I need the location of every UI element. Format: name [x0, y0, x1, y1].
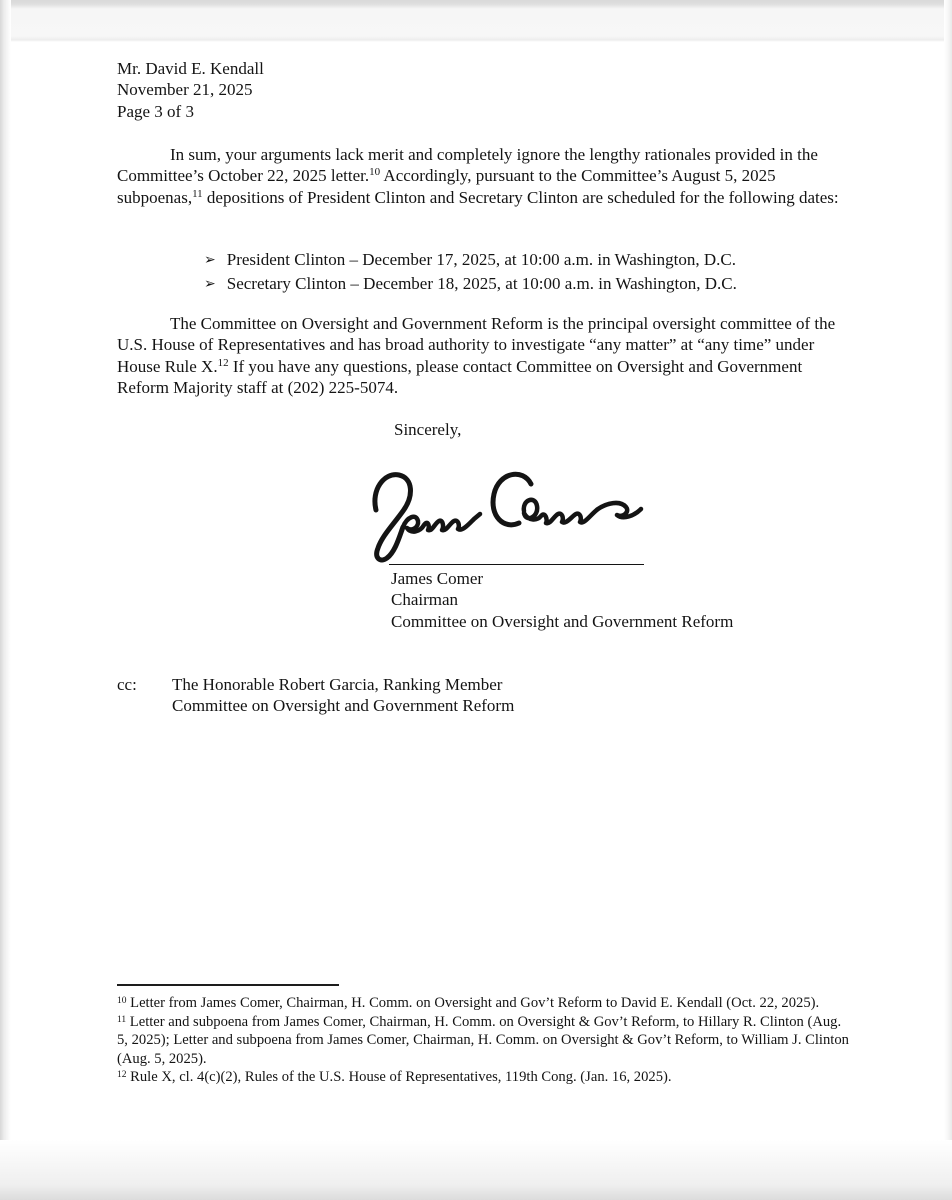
cc-organization: Committee on Oversight and Government Reform — [172, 696, 515, 716]
signer-organization: Committee on Oversight and Government Reform — [391, 611, 734, 631]
paragraph-committee-authority — [117, 313, 839, 399]
signer-title: Chairman — [391, 590, 459, 610]
paragraph-text: In sum, your arguments lack merit and completely ignore the lengthy rationales provided in the Committee’s October 22, 2025 letter. — [117, 145, 818, 186]
page-number: Page 3 of 3 — [117, 101, 194, 121]
paragraph-text: Accordingly, pursuant to the Committee’s August 5, 2025 subpoenas, — [117, 166, 776, 207]
arrow-bullet-icon: ➢ — [204, 277, 216, 292]
footnote-separator — [117, 984, 339, 986]
footnote-text: Rule X, cl. 4(c)(2), Rules of the U.S. House of Representatives, 119th Cong. (Jan. 16, 2025). — [126, 1069, 672, 1086]
footnote-10 — [117, 994, 853, 1013]
scan-edge-left — [0, 0, 11, 1200]
deposition-secretary-clinton: Secretary Clinton – December 18, 2025, at 10:00 a.m. in Washington, D.C. — [226, 274, 737, 293]
footnote-11 — [117, 1013, 853, 1069]
deposition-dates-list — [204, 249, 737, 297]
paragraph-text: The Committee on Oversight and Government Reform is the principal oversight committee of the U.S. House of Representatives and has broad authority to investigate “any matter” at “any time” under House Rule X. — [117, 314, 836, 376]
recipient-name: Mr. David E. Kendall — [117, 59, 264, 78]
cc-label: cc: — [117, 675, 137, 694]
cc-recipient: The Honorable Robert Garcia, Ranking Member — [172, 675, 503, 694]
footnote-number: 10 — [117, 996, 127, 1006]
paragraph-arguments — [117, 144, 839, 208]
paragraph-text: depositions of President Clinton and Secretary Clinton are scheduled for the following dates: — [202, 187, 839, 207]
footnote-text: Letter from James Comer, Chairman, H. Comm. on Oversight and Gov’t Reform to David E. Kendall (Oct. 22, 2025). — [126, 995, 820, 1011]
arrow-bullet-icon: ➢ — [204, 253, 216, 268]
scan-edge-right — [944, 0, 952, 1200]
signer-name: James Comer — [391, 569, 484, 588]
handwritten-signature — [368, 466, 653, 568]
footnote-ref-10: 10 — [369, 166, 381, 179]
footnote-text: Letter and subpoena from James Comer, Chairman, H. Comm. on Oversight & Gov’t Reform, to Hillary R. Clinton (Aug. 5, 2025); Letter and subpoena from James Comer, Chairman, H. Comm. on Oversight & Gov’t Reform, to William J. Clinton (Aug. 5, 2025). — [117, 1013, 849, 1067]
footnote-ref-12: 12 — [217, 356, 229, 369]
list-item — [204, 273, 737, 297]
footnote-number: 12 — [117, 1070, 127, 1081]
cc-names — [172, 674, 514, 717]
closing-salutation: Sincerely, — [394, 420, 462, 439]
footnote-ref-11: 11 — [192, 187, 203, 200]
scan-edge-bottom — [0, 1140, 952, 1200]
paragraph-text: If you have any questions, please contact Committee on Oversight and Government Reform Majority staff at (202) 225-5074. — [117, 356, 803, 398]
signer-block — [391, 568, 733, 632]
deposition-president-clinton: President Clinton – December 17, 2025, at 10:00 a.m. in Washington, D.C. — [226, 250, 736, 269]
cc-block — [117, 674, 514, 717]
footnotes-section — [117, 994, 853, 1087]
letter-header — [117, 58, 264, 122]
scan-edge-top — [0, 0, 952, 42]
footnote-number: 11 — [117, 1014, 127, 1025]
letter-date: November 21, 2025 — [117, 80, 253, 100]
signature-rule — [389, 564, 644, 565]
footnote-12 — [117, 1068, 853, 1087]
list-item — [204, 249, 737, 273]
